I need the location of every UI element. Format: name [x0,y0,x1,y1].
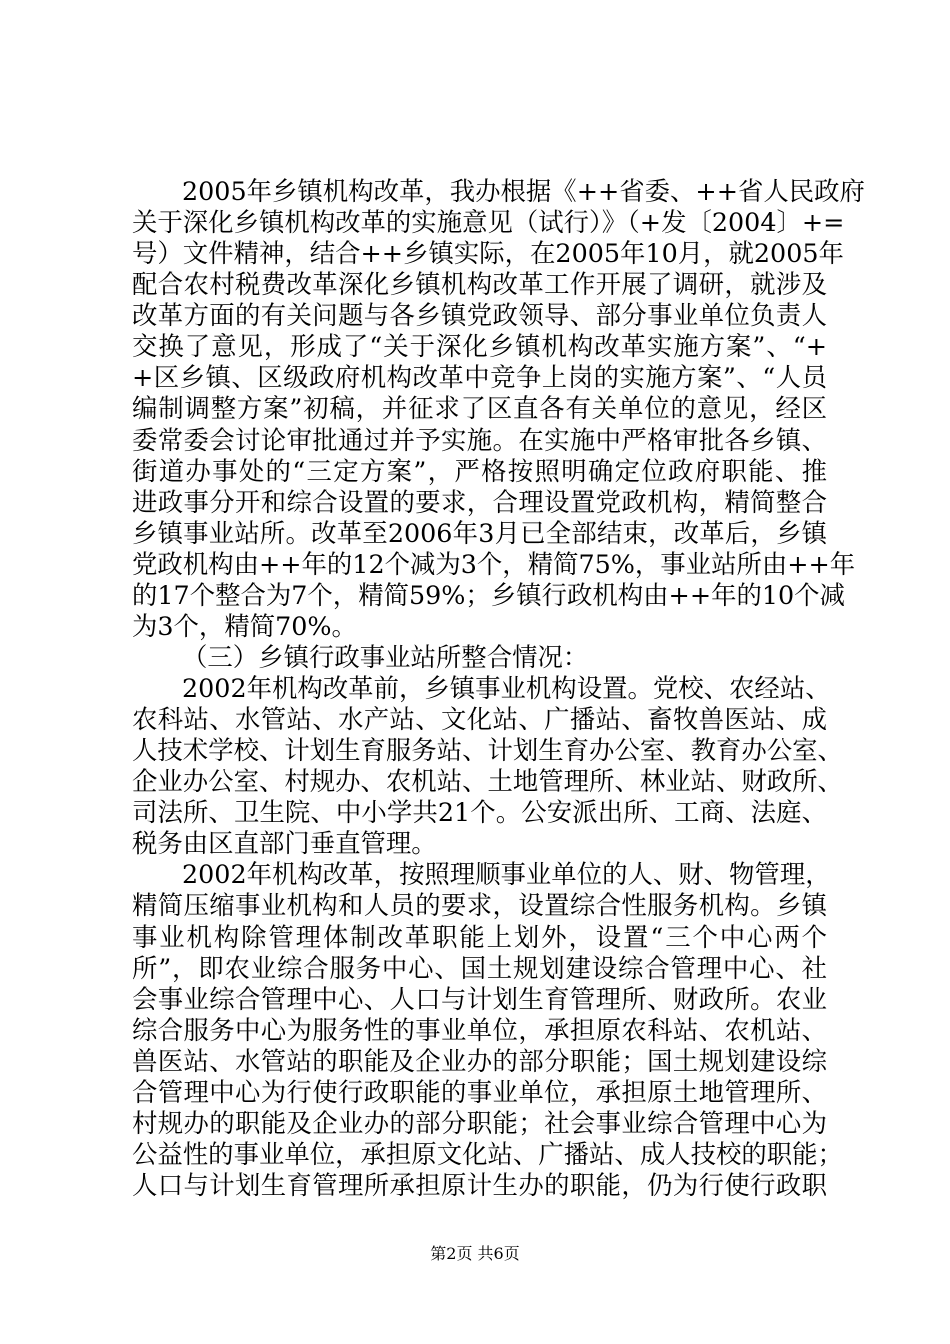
text-line: 人口与计划生育管理所承担原计生办的职能，仍为行使行政职 [132,1170,827,1200]
text-line: 配合农村税费改革深化乡镇机构改革工作开展了调研，就涉及 [132,269,827,299]
text-line: 进政事分开和综合设置的要求，合理设置党政机构，精简整合 [132,487,827,517]
page-footer: 第2页 共6页 [430,1244,520,1263]
text-line: 为3个，精简70%。 [132,611,357,641]
text-line: 村规办的职能及企业办的部分职能；社会事业综合管理中心为 [132,1108,827,1138]
text-line: 的17个整合为7个，精简59%；乡镇行政机构由++年的10个减 [132,580,845,610]
text-line: 人技术学校、计划生育服务站、计划生育办公室、教育办公室、 [132,735,843,765]
section-heading: （三）乡镇行政事业站所整合情况： [182,642,589,672]
text-line: 农科站、水管站、水产站、文化站、广播站、畜牧兽医站、成 [132,704,827,734]
text-line: 委常委会讨论审批通过并予实施。在实施中严格审批各乡镇、 [132,425,827,455]
text-line: 事业机构除管理体制改革职能上划外，设置“三个中心两个 [132,922,827,952]
text-line: 交换了意见，形成了“关于深化乡镇机构改革实施方案”、“+ [132,331,827,361]
text-line: 改革方面的有关问题与各乡镇党政领导、部分事业单位负责人 [132,300,827,330]
text-line: 编制调整方案”初稿，并征求了区直各有关单位的意见，经区 [132,393,827,423]
text-line: 公益性的事业单位，承担原文化站、广播站、成人技校的职能； [132,1139,843,1169]
text-line: 所”，即农业综合服务中心、国土规划建设综合管理中心、社 [132,953,827,983]
text-line: 乡镇事业站所。改革至2006年3月已全部结束，改革后，乡镇 [132,518,827,548]
text-line: 综合服务中心为服务性的事业单位，承担原农科站、农机站、 [132,1015,827,1045]
text-line: 会事业综合管理中心、人口与计划生育管理所、财政所。农业 [132,984,827,1014]
text-line: 兽医站、水管站的职能及企业办的部分职能；国土规划建设综 [132,1046,827,1076]
text-line: 街道办事处的“三定方案”，严格按照明确定位政府职能、推 [132,456,827,486]
text-line: 党政机构由++年的12个减为3个，精简75%，事业站所由++年 [132,549,856,579]
text-line: 企业办公室、村规办、农机站、土地管理所、林业站、财政所、 [132,766,843,796]
text-line: 2002年机构改革前，乡镇事业机构设置。党校、农经站、 [182,673,831,703]
text-line: 2005年乡镇机构改革，我办根据《++省委、++省人民政府 [182,176,865,206]
text-line: 精简压缩事业机构和人员的要求，设置综合性服务机构。乡镇 [132,890,827,920]
text-line: 合管理中心为行使行政职能的事业单位，承担原土地管理所、 [132,1077,827,1107]
text-line: 司法所、卫生院、中小学共21个。公安派出所、工商、法庭、 [132,797,827,827]
text-line: 税务由区直部门垂直管理。 [132,828,437,858]
text-line: 关于深化乡镇机构改革的实施意见（试行）》（+发〔2004〕+= [132,207,845,237]
text-line: 号）文件精神，结合++乡镇实际，在2005年10月，就2005年 [132,238,844,268]
text-line: 2002年机构改革，按照理顺事业单位的人、财、物管理， [182,859,831,889]
text-line: +区乡镇、区级政府机构改革中竞争上岗的实施方案”、“人员 [132,362,827,392]
